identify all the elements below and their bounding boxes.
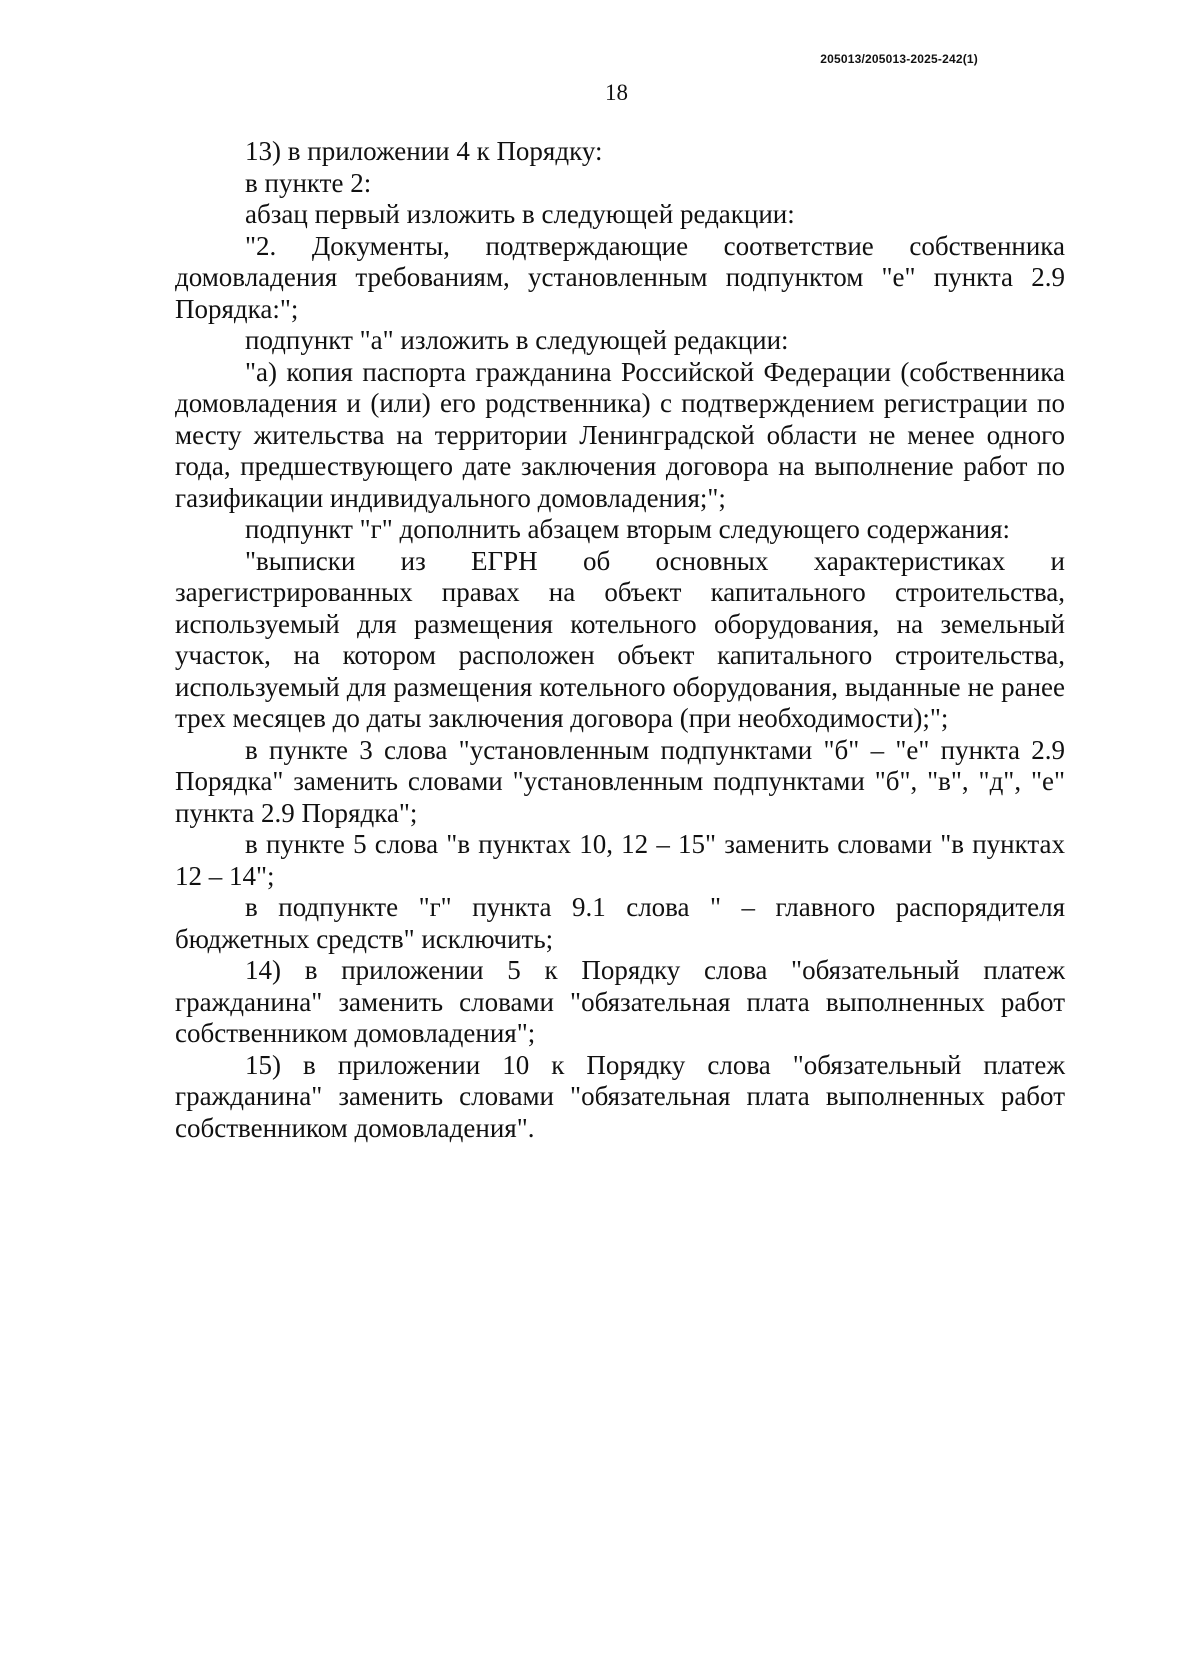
paragraph-item-15: 15) в приложении 10 к Порядку слова "обязательный платеж гражданина" заменить словами "обязательная плата выполненных работ собственником домовладения". (175, 1049, 1065, 1143)
paragraph-subpoint-a: подпункт "а" изложить в следующей редакции: (245, 325, 789, 355)
paragraph-point-3: в пункте 3 слова "установленным подпунктами "б" – "е" пункта 2.9 Порядка" заменить словами "установленным подпунктами "б", "в", "д", "е" пункта 2.9 Порядка"; (175, 734, 1065, 828)
paragraph-subpoint-g-text: "выписки из ЕГРН об основных характеристиках и зарегистрированных правах на объект капитального строительства, используемый для размещения котельного оборудования, на земельный участок, на котором расположен объект капитального строительства, используемый для размещения котельного оборудования, выданные не ранее трех месяцев до даты заключения договора (при необходимости);"; (175, 545, 1065, 733)
page-number: 18 (605, 80, 628, 105)
paragraph-item-14: 14) в приложении 5 к Порядку слова "обязательный платеж гражданина" заменить словами "обязательная плата выполненных работ собственником домовладения"; (175, 955, 1065, 1048)
paragraph-point-2-text: "2. Документы, подтверждающие соответствие собственника домовладения требованиям, установленным подпунктом "е" пункта 2.9 Порядка:"; (175, 230, 1065, 324)
document-body (175, 136, 1065, 1144)
paragraph-subpoint-a-text: "а) копия паспорта гражданина Российской Федерации (собственника домовладения и (или) его родственника) с подтверждением регистрации по месту жительства на территории Ленинградской области не менее одного года, предшествующего дате заключения договора на выполнение работ по газификации индивидуального домовладения;"; (175, 356, 1065, 513)
paragraph-item-13: 13) в приложении 4 к Порядку: (245, 136, 603, 166)
paragraph-point-9-1: в подпункте "г" пункта 9.1 слова " – главного распорядителя бюджетных средств" исключить; (175, 892, 1065, 954)
paragraph-first-abzac: абзац первый изложить в следующей редакции: (245, 199, 795, 229)
paragraph-point-2: в пункте 2: (245, 167, 372, 198)
paragraph-point-5: в пункте 5 слова "в пунктах 10, 12 – 15" заменить словами "в пунктах 12 – 14"; (175, 829, 1065, 891)
paragraph-subpoint-g: подпункт "г" дополнить абзацем вторым следующего содержания: (245, 514, 1010, 544)
document-registration-code: 205013/205013-2025-242(1) (820, 52, 978, 66)
